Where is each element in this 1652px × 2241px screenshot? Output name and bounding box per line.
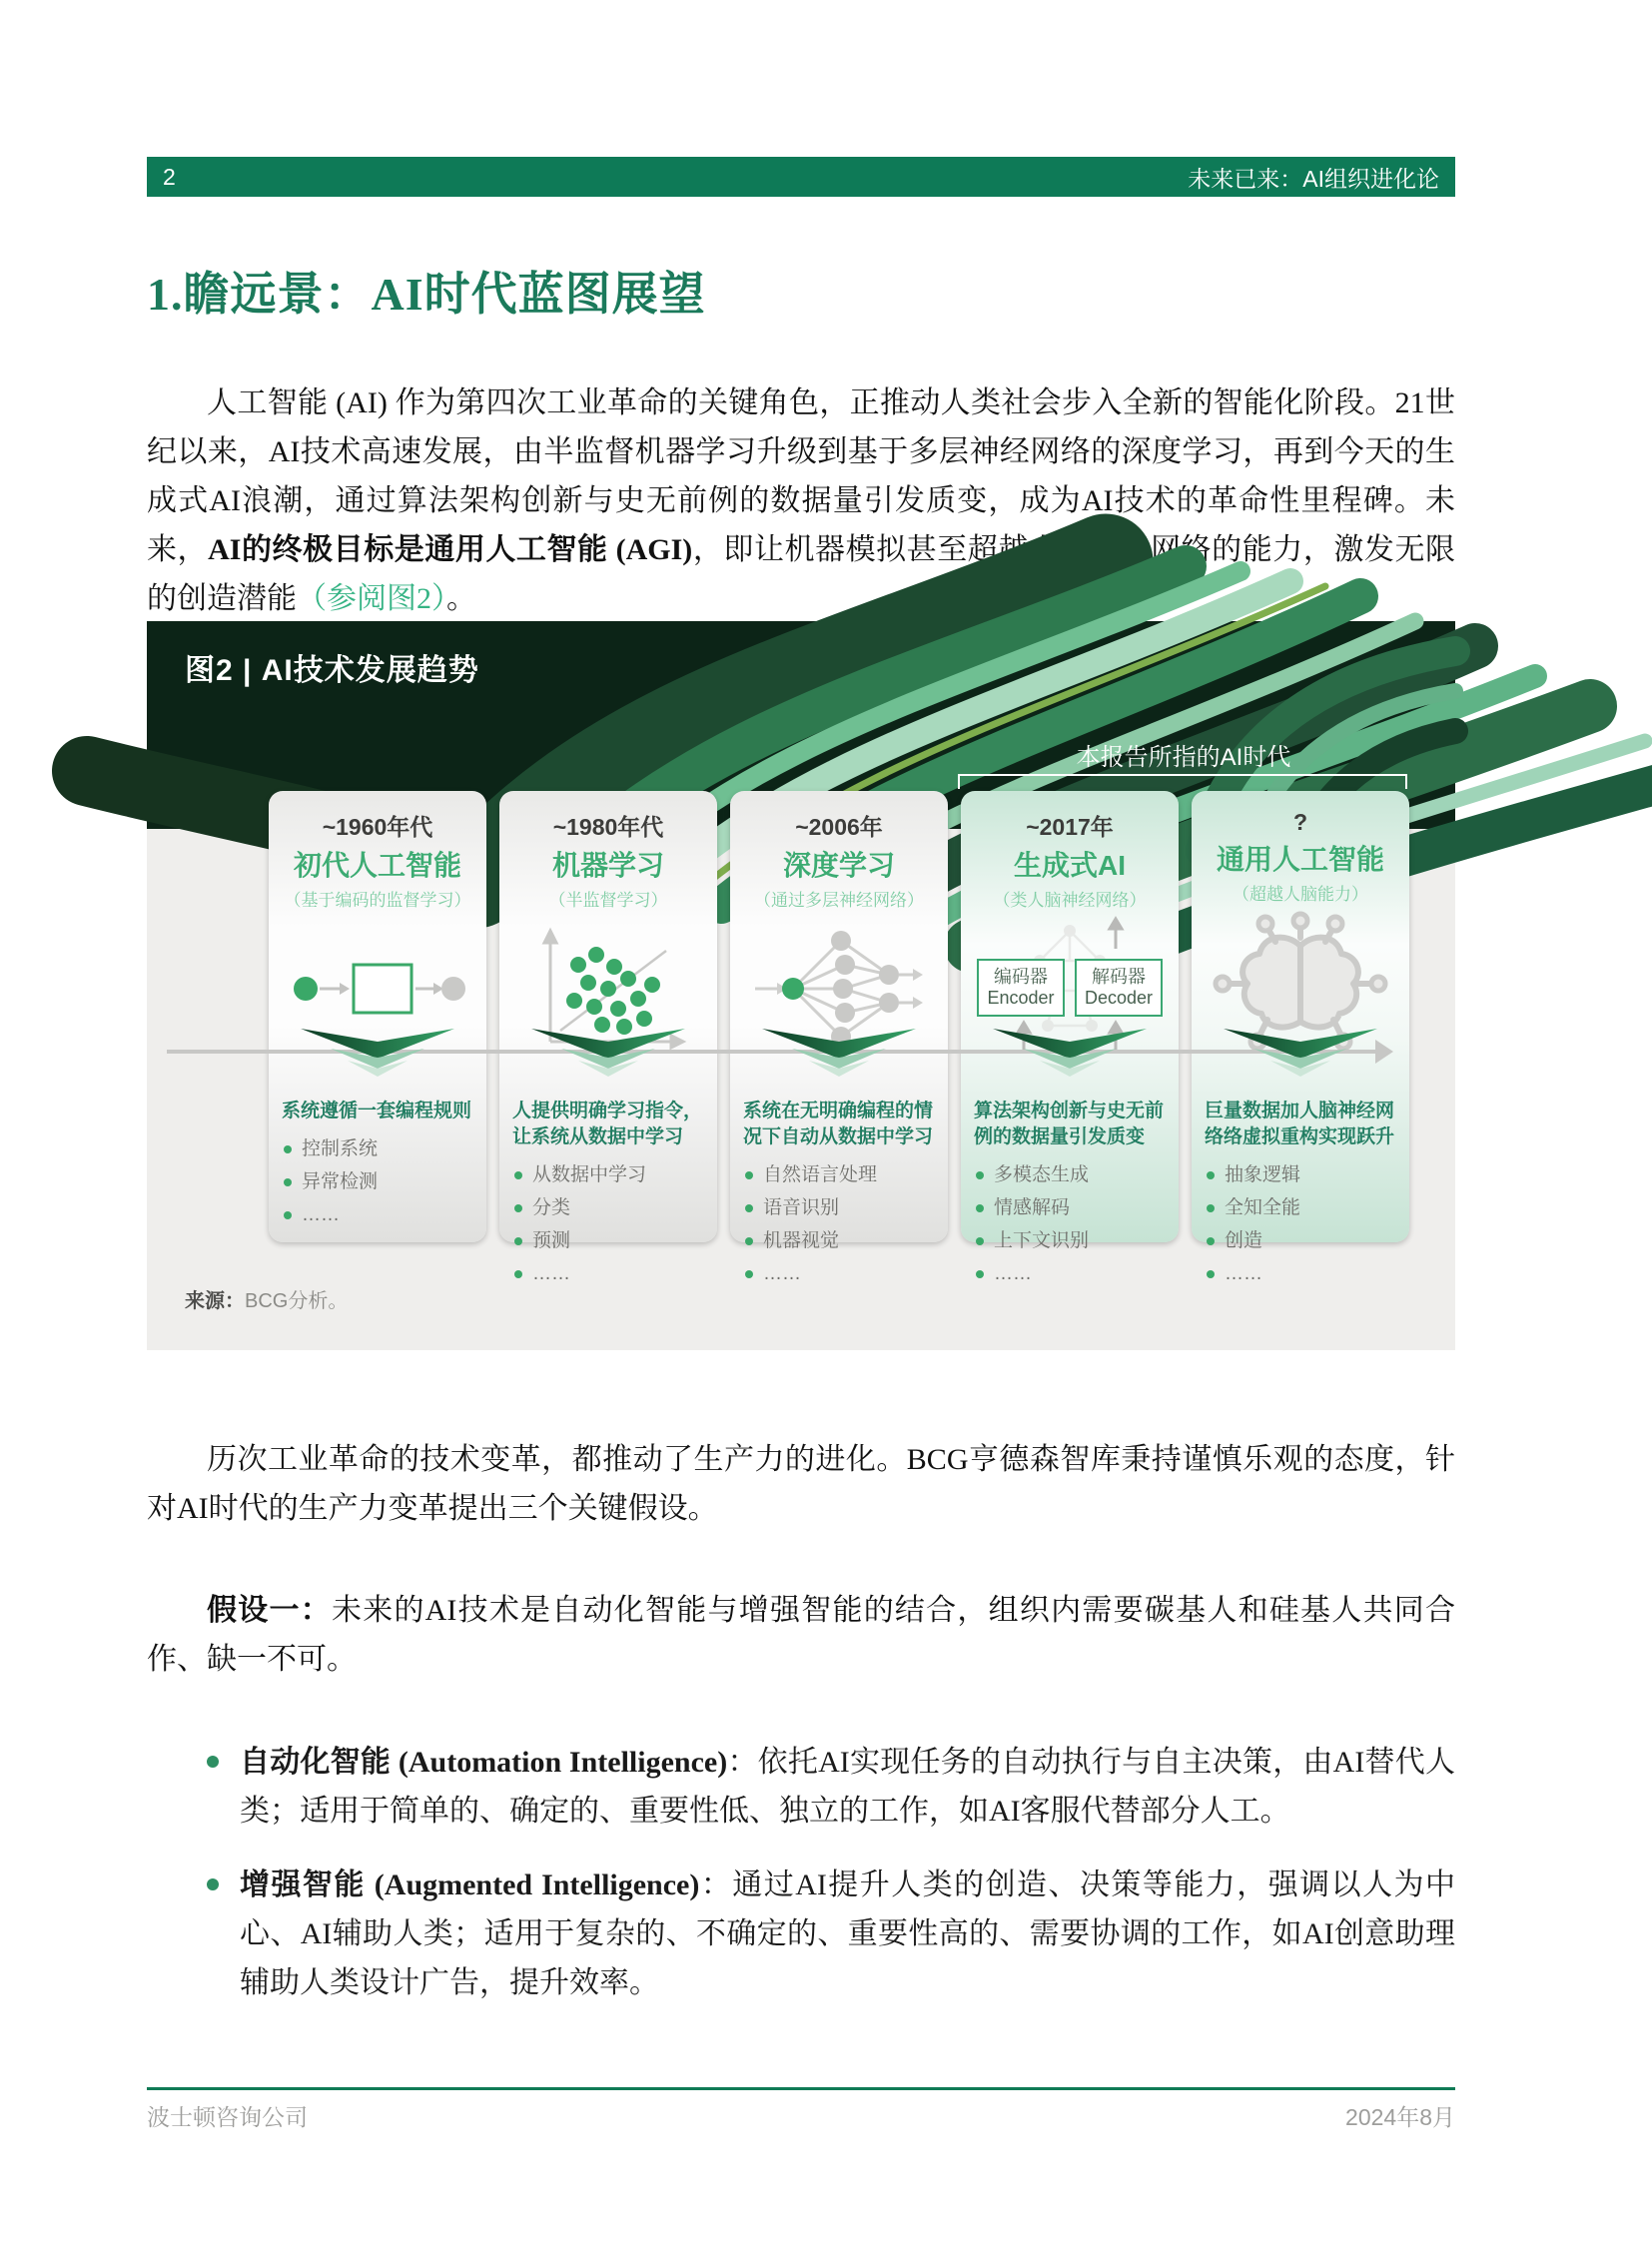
footer-divider bbox=[147, 2087, 1455, 2090]
bullet-dot bbox=[1207, 1204, 1215, 1212]
hypothesis-1-label: 假设一： bbox=[207, 1594, 332, 1627]
timeline-card-2006 bbox=[730, 791, 948, 1284]
bullet-dot bbox=[284, 1145, 292, 1153]
ai-era-label: 本报告所指的AI时代 bbox=[1076, 744, 1291, 771]
card-bullet-list bbox=[282, 1132, 473, 1231]
list-item: …… bbox=[974, 1257, 1166, 1290]
list-item: 抽象逻辑 bbox=[1205, 1158, 1396, 1191]
intro-bold-agi: AI的终极目标是通用人工智能 (AGI) bbox=[208, 533, 693, 566]
bullet-dot bbox=[1207, 1237, 1215, 1245]
source-label: 来源： bbox=[185, 1290, 245, 1312]
chevron-down-icon bbox=[293, 1027, 462, 1083]
list-item: 异常检测 bbox=[282, 1165, 473, 1198]
intro-period: 。 bbox=[446, 582, 476, 615]
list-item: 多模态生成 bbox=[974, 1158, 1166, 1191]
card-era: ~2006年 bbox=[795, 814, 883, 840]
timeline-card-1960s bbox=[269, 791, 486, 1242]
card-subtitle: （超越人脑能力） bbox=[1233, 885, 1368, 904]
figure-title: 图2 | AI技术发展趋势 bbox=[185, 654, 479, 687]
list-item: 情感解码 bbox=[974, 1191, 1166, 1224]
card-heading: 人提供明确学习指令，让系统从数据中学习 bbox=[512, 1101, 703, 1147]
card-bullet-list bbox=[974, 1158, 1166, 1290]
footer-date: 2024年8月 bbox=[1345, 2104, 1455, 2130]
card-subtitle: （类人脑神经网络） bbox=[993, 891, 1147, 910]
bullet-dot bbox=[514, 1237, 522, 1245]
list-item: 分类 bbox=[512, 1191, 704, 1224]
card-top bbox=[961, 791, 1179, 1041]
card-title: 深度学习 bbox=[782, 850, 895, 881]
bullet-dot bbox=[976, 1270, 984, 1278]
card-top bbox=[730, 791, 948, 1041]
automation-intelligence-term: 自动化智能 (Automation Intelligence) bbox=[240, 1746, 728, 1779]
card-title: 通用人工智能 bbox=[1216, 844, 1384, 875]
intro-text: 人工智能 (AI) 作为第四次工业革命的关键角色，正推动人类社会步入全新的智能化阶段。21世纪以来，AI技术高速发展，由半监督机器学习升级到基于多层神经网络的深度学习，再到今天的生成式AI浪潮，通过算法架构创新与史无前例的数据量引发质变，成为AI技术的革命性里程碑。未来， bbox=[147, 386, 1455, 566]
card-era: ? bbox=[1292, 809, 1308, 835]
list-item: …… bbox=[282, 1198, 473, 1231]
card-heading: 系统遵循一套编程规则 bbox=[282, 1101, 472, 1121]
card-era: ~1980年代 bbox=[552, 814, 664, 840]
card-subtitle: （基于编码的监督学习） bbox=[284, 891, 471, 910]
definition-bullet-list bbox=[147, 1738, 1455, 2032]
hypothesis-1-text: 未来的AI技术是自动化智能与增强智能的结合，组织内需要碳基人和硅基人共同合作、缺一不可。 bbox=[147, 1594, 1456, 1676]
list-item: 机器视觉 bbox=[743, 1224, 935, 1257]
list-item: 控制系统 bbox=[282, 1132, 473, 1165]
chevron-down-icon bbox=[1216, 1027, 1385, 1083]
card-heading: 算法架构创新与史无前例的数据量引发质变 bbox=[974, 1101, 1165, 1147]
card-top bbox=[499, 791, 717, 1041]
card-bullet-list bbox=[1205, 1158, 1396, 1290]
bullet-dot bbox=[514, 1270, 522, 1278]
timeline-card-1980s bbox=[499, 791, 717, 1284]
chevron-down-icon bbox=[985, 1027, 1155, 1083]
automation-intelligence-definition: ：依托AI实现任务的自动执行与自主决策，由AI替代人类；适用于简单的、确定的、重要性低、独立的工作，如AI客服代替部分人工。 bbox=[240, 1746, 1455, 1828]
list-item: …… bbox=[512, 1257, 704, 1290]
bullet-dot bbox=[207, 1878, 219, 1890]
list-item: 上下文识别 bbox=[974, 1224, 1166, 1257]
page-number: 2 bbox=[163, 163, 176, 190]
list-item: …… bbox=[1205, 1257, 1396, 1290]
card-title: 初代人工智能 bbox=[293, 850, 461, 881]
timeline-card-2017 bbox=[961, 791, 1179, 1284]
list-item-augmented-intelligence bbox=[147, 1861, 1455, 2007]
card-subtitle: （半监督学习） bbox=[548, 891, 668, 910]
bullet-dot bbox=[976, 1171, 984, 1179]
list-item: 全知全能 bbox=[1205, 1191, 1396, 1224]
card-bullet-list bbox=[743, 1158, 935, 1290]
card-subtitle: （通过多层神经网络） bbox=[754, 891, 924, 910]
augmented-intelligence-definition: ：通过AI提升人类的创造、决策等能力，强调以人为中心、AI辅助人类；适用于复杂的、不确定的、重要性高的、需要协调的工作，如AI创意助理辅助人类设计广告，提升效率。 bbox=[240, 1868, 1455, 1999]
bullet-dot bbox=[514, 1171, 522, 1179]
bullet-dot bbox=[976, 1204, 984, 1212]
bullet-dot bbox=[745, 1237, 753, 1245]
page-footer bbox=[147, 2099, 1455, 2132]
figure2-container bbox=[147, 621, 1455, 1350]
encoder-box: 编码器 Encoder bbox=[977, 959, 1065, 1017]
list-item-automation-intelligence bbox=[147, 1738, 1455, 1836]
bullet-dot bbox=[284, 1211, 292, 1219]
figure2-reference-link[interactable]: （参阅图2） bbox=[297, 582, 446, 615]
page-header-bar bbox=[147, 157, 1455, 197]
section-title: 1.瞻远景：AI时代蓝图展望 bbox=[147, 269, 706, 320]
document-title: 未来已来：AI组织进化论 bbox=[1188, 165, 1439, 192]
intro-text-2: ，即让机器模拟甚至超越人脑神经网络的能力，激发无限的创造潜能 bbox=[147, 533, 1456, 615]
hypothesis-1-paragraph bbox=[147, 1586, 1455, 1684]
bullet-dot bbox=[514, 1204, 522, 1212]
card-heading: 系统在无明确编程的情况下自动从数据中学习 bbox=[743, 1101, 934, 1147]
card-heading: 巨量数据加人脑神经网络络虚拟重构实现跃升 bbox=[1205, 1101, 1395, 1147]
timeline-card-agi bbox=[1192, 791, 1409, 1284]
timeline-cards-row bbox=[269, 791, 1409, 1284]
bullet-dot bbox=[284, 1178, 292, 1186]
card-era: ~1960年代 bbox=[322, 814, 433, 840]
footer-company: 波士顿咨询公司 bbox=[147, 2104, 308, 2130]
chevron-down-icon bbox=[523, 1027, 693, 1083]
bullet-dot bbox=[1207, 1171, 1215, 1179]
card-title: 生成式AI bbox=[1013, 850, 1126, 881]
source-text: BCG分析。 bbox=[245, 1290, 349, 1312]
bullet-dot bbox=[745, 1171, 753, 1179]
card-era: ~2017年 bbox=[1026, 814, 1114, 840]
augmented-intelligence-term: 增强智能 (Augmented Intelligence) bbox=[240, 1868, 700, 1901]
chevron-down-icon bbox=[754, 1027, 924, 1083]
figure-source bbox=[185, 1284, 348, 1313]
list-item: 语音识别 bbox=[743, 1191, 935, 1224]
list-item: 自然语言处理 bbox=[743, 1158, 935, 1191]
decoder-box: 解码器 Decoder bbox=[1075, 959, 1163, 1017]
list-item: 从数据中学习 bbox=[512, 1158, 704, 1191]
body-paragraph-2: 历次工业革命的技术变革，都推动了生产力的进化。BCG亨德森智库秉持谨慎乐观的态度，针对AI时代的生产力变革提出三个关键假设。 bbox=[147, 1443, 1455, 1525]
bullet-dot bbox=[745, 1204, 753, 1212]
bullet-dot bbox=[745, 1270, 753, 1278]
list-item: …… bbox=[743, 1257, 935, 1290]
bullet-dot bbox=[207, 1756, 219, 1768]
card-top bbox=[1192, 791, 1409, 1041]
card-top bbox=[269, 791, 486, 1041]
card-title: 机器学习 bbox=[551, 850, 664, 881]
bullet-dot bbox=[1207, 1270, 1215, 1278]
ai-era-bracket bbox=[958, 774, 1407, 789]
card-bullet-list bbox=[512, 1158, 704, 1290]
list-item: 创造 bbox=[1205, 1224, 1396, 1257]
list-item: 预测 bbox=[512, 1224, 704, 1257]
bullet-dot bbox=[976, 1237, 984, 1245]
